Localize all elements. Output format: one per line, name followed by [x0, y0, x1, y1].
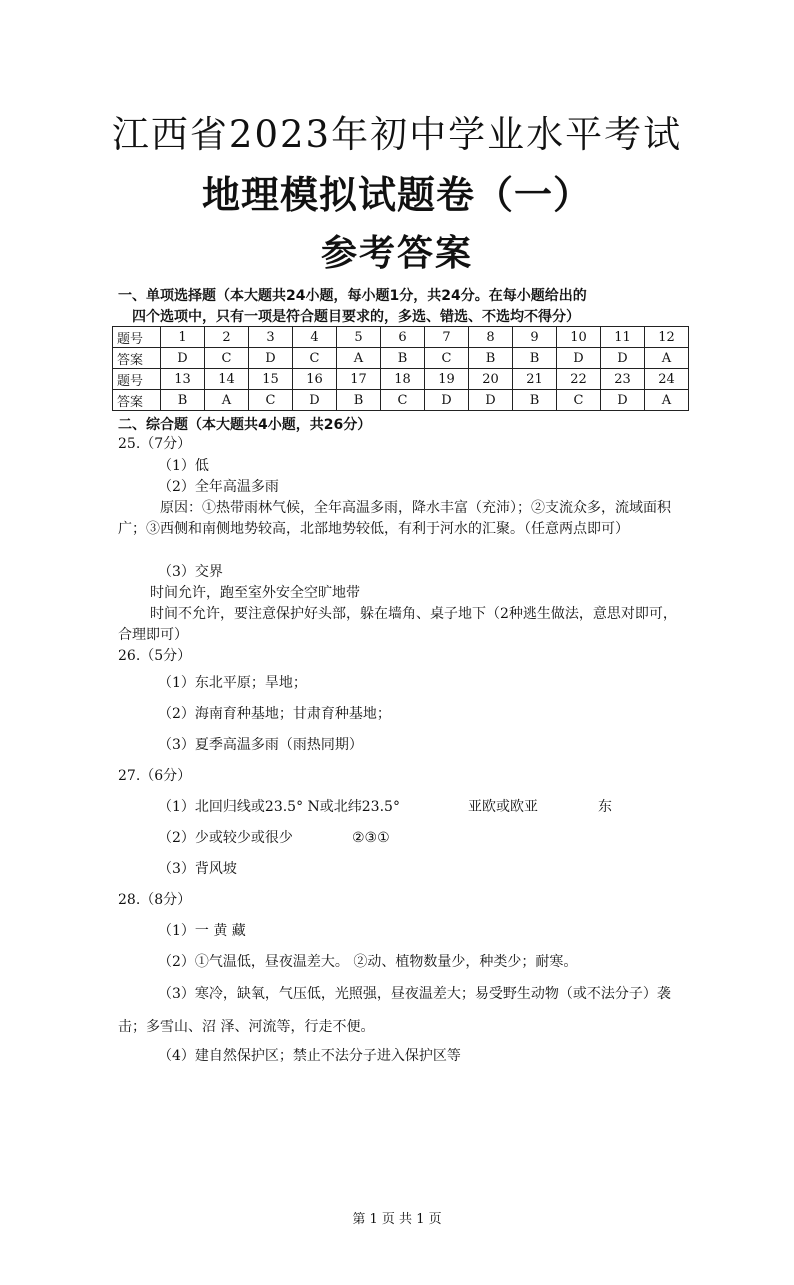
page-number: 第 1 页 共 1 页 [352, 1212, 442, 1227]
q27-answer-2: （2）少或较少或很少 [158, 830, 293, 846]
section2-heading: 二、综合题（本大题共4小题，共26分） [118, 417, 372, 433]
table-row [113, 327, 689, 348]
table-cell: 1 [161, 327, 205, 348]
q26-answer-1: （1）东北平原；旱地； [158, 675, 307, 691]
q26-answer-2: （2）海南育种基地；甘肃育种基地； [158, 706, 391, 722]
table-cell: 2 [205, 327, 249, 348]
table-row-header: 答案 [113, 348, 161, 369]
q28-heading: 28.（8分） [118, 892, 192, 908]
q27-answer-1-direction: 东 [598, 799, 612, 815]
paper-title: 地理模拟试题卷（一） [201, 173, 592, 217]
table-cell: 21 [513, 369, 557, 390]
q25-answer-3-option-a: 时间允许，跑至室外安全空旷地带 [150, 585, 360, 601]
table-cell: 8 [469, 327, 513, 348]
table-row-header: 题号 [113, 369, 161, 390]
q26-answer-3: （3）夏季高温多雨（雨热同期） [158, 737, 363, 753]
table-cell: 22 [557, 369, 601, 390]
table-cell: D [425, 390, 469, 411]
q27-answer-3: （3）背风坡 [158, 861, 237, 877]
section1-line2: 四个选项中，只有一项是符合题目要求的，多选、错选、不选均不得分） [132, 309, 580, 325]
table-cell: 12 [645, 327, 689, 348]
table-cell: B [513, 390, 557, 411]
q27-answer-2-order: ②③① [352, 830, 390, 846]
section1-line1: 一、单项选择题（本大题共24小题，每小题1分，共24分。在每小题给出的 [118, 288, 587, 304]
table-cell: 17 [337, 369, 381, 390]
table-cell: 7 [425, 327, 469, 348]
table-cell: 6 [381, 327, 425, 348]
q26-heading: 26.（5分） [118, 648, 192, 664]
table-cell: 5 [337, 327, 381, 348]
table-cell: D [557, 348, 601, 369]
table-row [113, 369, 689, 390]
table-row [113, 390, 689, 411]
table-cell: 23 [601, 369, 645, 390]
q28-answer-2: （2）①气温低，昼夜温差大。 ②动、植物数量少，种类少；耐寒。 [158, 954, 578, 970]
table-cell: 19 [425, 369, 469, 390]
table-row-header: 题号 [113, 327, 161, 348]
q27-answer-1-latitude: （1）北回归线或23.5° N或北纬23.5° [158, 799, 400, 815]
q25-answer-2: （2）全年高温多雨 [158, 479, 279, 495]
table-cell: 9 [513, 327, 557, 348]
table-cell: D [601, 348, 645, 369]
q25-answer-3-option-b: 时间不允许，要注意保护好头部，躲在墙角、桌子地下（2种逃生做法，意思对即可，合理即可） [118, 606, 677, 643]
table-cell: C [425, 348, 469, 369]
table-cell: B [469, 348, 513, 369]
q28-answer-3: （3）寒冷，缺氧，气压低，光照强，昼夜温差大；易受野生动物（或不法分子）袭击；多雪山、沼 泽、河流等，行走不便。 [118, 986, 671, 1035]
q27-heading: 27.（6分） [118, 768, 192, 784]
q25-reason: 原因：①热带雨林气候，全年高温多雨，降水丰富（充沛）；②支流众多，流域面积广；③西侧和南侧地势较高，北部地势较低，有利于河水的汇聚。（任意两点即可） [118, 500, 671, 537]
table-cell: B [513, 348, 557, 369]
table-cell: C [249, 390, 293, 411]
answer-key-title: 参考答案 [320, 233, 473, 274]
table-cell: A [337, 348, 381, 369]
table-cell: C [293, 348, 337, 369]
table-cell: C [557, 390, 601, 411]
table-cell: 20 [469, 369, 513, 390]
q25-answer-3: （3）交界 [158, 564, 223, 580]
table-cell: A [645, 348, 689, 369]
table-row-header: 答案 [113, 390, 161, 411]
table-cell: D [293, 390, 337, 411]
table-cell: A [645, 390, 689, 411]
table-cell: 14 [205, 369, 249, 390]
q27-answer-1-continent: 亚欧或欧亚 [468, 799, 538, 815]
table-cell: 11 [601, 327, 645, 348]
table-cell: B [337, 390, 381, 411]
table-cell: C [205, 348, 249, 369]
table-cell: 15 [249, 369, 293, 390]
table-cell: 24 [645, 369, 689, 390]
table-cell: D [601, 390, 645, 411]
table-cell: D [161, 348, 205, 369]
section1-heading [118, 286, 587, 328]
table-cell: 13 [161, 369, 205, 390]
answer-table [112, 326, 689, 411]
table-cell: D [249, 348, 293, 369]
q28-answer-4: （4）建自然保护区；禁止不法分子进入保护区等 [158, 1048, 461, 1064]
q25-heading: 25.（7分） [118, 436, 192, 452]
table-cell: B [161, 390, 205, 411]
table-cell: 4 [293, 327, 337, 348]
table-cell: D [469, 390, 513, 411]
table-cell: 10 [557, 327, 601, 348]
q25-answer-1: （1）低 [158, 458, 209, 474]
table-cell: 3 [249, 327, 293, 348]
exam-title: 江西省2023年初中学业水平考试 [111, 113, 683, 156]
table-cell: 18 [381, 369, 425, 390]
table-row [113, 348, 689, 369]
table-cell: 16 [293, 369, 337, 390]
q28-answer-1: （1）一 黄 藏 [158, 923, 246, 939]
table-cell: C [381, 390, 425, 411]
table-cell: A [205, 390, 249, 411]
table-cell: B [381, 348, 425, 369]
